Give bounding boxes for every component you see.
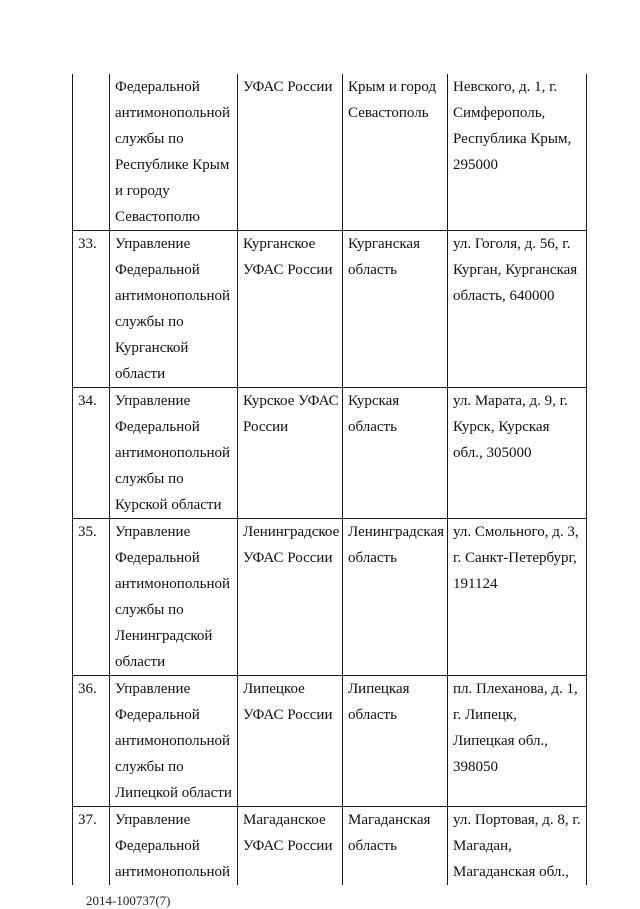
authority-name-line: службы по <box>115 602 184 618</box>
address-line: Симферополь, <box>453 105 546 121</box>
row-number-cell <box>73 807 110 886</box>
authority-name-line: Управление <box>115 393 191 409</box>
row-number-cell <box>73 388 110 519</box>
department-cell <box>238 231 343 388</box>
department-cell <box>238 74 343 231</box>
authority-name-line: Курганской <box>115 340 189 356</box>
region-line: Ленинградская <box>348 524 445 540</box>
address-line: г. Санкт-Петербург, <box>453 550 577 566</box>
authority-name-line: антимонопольной <box>115 445 230 461</box>
department-line: Магаданское <box>243 812 326 828</box>
address-line: ул. Марата, д. 9, г. <box>453 393 568 409</box>
table-row <box>73 807 587 886</box>
authority-name-line: службы по <box>115 131 184 147</box>
region-line: область <box>348 707 397 723</box>
table-row <box>73 74 587 231</box>
authority-name-line: службы по <box>115 314 184 330</box>
table-row <box>73 519 587 676</box>
address-line: 295000 <box>453 157 498 173</box>
address-line: Республика Крым, <box>453 131 572 147</box>
row-number: 35. <box>78 524 97 540</box>
address-line: г. Липецк, <box>453 707 517 723</box>
department-line: Липецкое <box>243 681 305 697</box>
address-cell <box>448 676 587 807</box>
authority-name-cell <box>110 231 238 388</box>
authority-name-line: антимонопольной <box>115 864 230 880</box>
table-body <box>73 74 587 885</box>
authority-name-cell <box>110 519 238 676</box>
department-cell <box>238 519 343 676</box>
address-cell <box>448 74 587 231</box>
department-cell <box>238 388 343 519</box>
department-line: УФАС России <box>243 550 333 566</box>
department-line: Курское УФАС <box>243 393 339 409</box>
region-line: Курская <box>348 393 400 409</box>
authority-name-line: Федеральной <box>115 419 200 435</box>
region-cell <box>343 388 448 519</box>
row-number: 36. <box>78 681 97 697</box>
address-line: 191124 <box>453 576 498 592</box>
address-line: ул. Гоголя, д. 56, г. <box>453 236 571 252</box>
row-number: 37. <box>78 812 97 828</box>
region-cell <box>343 676 448 807</box>
address-line: Курган, Курганская <box>453 262 578 278</box>
region-line: область <box>348 419 397 435</box>
department-line: Ленинградское <box>243 524 340 540</box>
authority-name-line: антимонопольной <box>115 733 230 749</box>
region-line: Липецкая <box>348 681 410 697</box>
row-number-cell <box>73 519 110 676</box>
authority-name-cell <box>110 74 238 231</box>
department-cell <box>238 807 343 886</box>
address-line: Магадан, <box>453 838 512 854</box>
row-number-cell <box>73 74 110 231</box>
address-line: ул. Портовая, д. 8, г. <box>453 812 581 828</box>
authority-name-line: области <box>115 366 166 382</box>
row-number <box>78 74 106 100</box>
address-line: Магаданская обл., <box>453 864 569 880</box>
table-row <box>73 388 587 519</box>
department-line: УФАС России <box>243 79 333 95</box>
address-line: Курск, Курская <box>453 419 550 435</box>
address-line: 398050 <box>453 759 498 775</box>
address-cell <box>448 388 587 519</box>
authority-name-line: антимонопольной <box>115 576 230 592</box>
authorities-table <box>72 74 587 885</box>
authority-name-line: Курской области <box>115 497 222 513</box>
region-cell <box>343 231 448 388</box>
authority-name-line: Федеральной <box>115 838 200 854</box>
row-number-cell <box>73 231 110 388</box>
authority-name-line: Управление <box>115 236 191 252</box>
authority-name-line: Федеральной <box>115 707 200 723</box>
table-row <box>73 676 587 807</box>
authority-name-line: Управление <box>115 812 191 828</box>
document-code: 2014-100737(7) <box>86 893 171 908</box>
department-line: УФАС России <box>243 262 333 278</box>
row-number: 33. <box>78 236 97 252</box>
authority-name-line: Федеральной <box>115 550 200 566</box>
region-line: область <box>348 550 397 566</box>
department-line: России <box>243 419 289 435</box>
authority-name-line: Республике Крым <box>115 157 230 173</box>
department-line: УФАС России <box>243 707 333 723</box>
address-line: обл., 305000 <box>453 445 532 461</box>
authority-name-line: Липецкой области <box>115 785 232 801</box>
region-cell <box>343 807 448 886</box>
authority-name-line: Управление <box>115 681 191 697</box>
region-line: Магаданская <box>348 812 431 828</box>
authority-name-line: Федеральной <box>115 262 200 278</box>
authority-name-line: Севастополю <box>115 209 200 225</box>
region-line: область <box>348 838 397 854</box>
authority-name-cell <box>110 676 238 807</box>
table-row <box>73 231 587 388</box>
address-line: ул. Смольного, д. 3, <box>453 524 579 540</box>
address-line: Липецкая обл., <box>453 733 549 749</box>
authority-name-line: и городу <box>115 183 170 199</box>
authority-name-line: антимонопольной <box>115 288 230 304</box>
authority-name-line: антимонопольной <box>115 105 230 121</box>
region-cell <box>343 74 448 231</box>
region-line: Севастополь <box>348 105 429 121</box>
authority-name-cell <box>110 807 238 886</box>
authority-name-line: Управление <box>115 524 191 540</box>
address-line: область, 640000 <box>453 288 555 304</box>
region-line: область <box>348 262 397 278</box>
address-line: Невского, д. 1, г. <box>453 79 558 95</box>
authority-name-line: Федеральной <box>115 79 200 95</box>
address-cell <box>448 231 587 388</box>
row-number-cell <box>73 676 110 807</box>
authority-name-line: службы по <box>115 471 184 487</box>
address-cell <box>448 519 587 676</box>
region-line: Крым и город <box>348 79 437 95</box>
address-line: пл. Плеханова, д. 1, <box>453 681 578 697</box>
department-line: УФАС России <box>243 838 333 854</box>
authority-name-line: области <box>115 654 166 670</box>
authority-name-line: Ленинградской <box>115 628 213 644</box>
region-line: Курганская <box>348 236 420 252</box>
authority-name-line: службы по <box>115 759 184 775</box>
row-number: 34. <box>78 393 97 409</box>
department-cell <box>238 676 343 807</box>
address-cell <box>448 807 587 886</box>
region-cell <box>343 519 448 676</box>
authority-name-cell <box>110 388 238 519</box>
department-line: Курганское <box>243 236 316 252</box>
